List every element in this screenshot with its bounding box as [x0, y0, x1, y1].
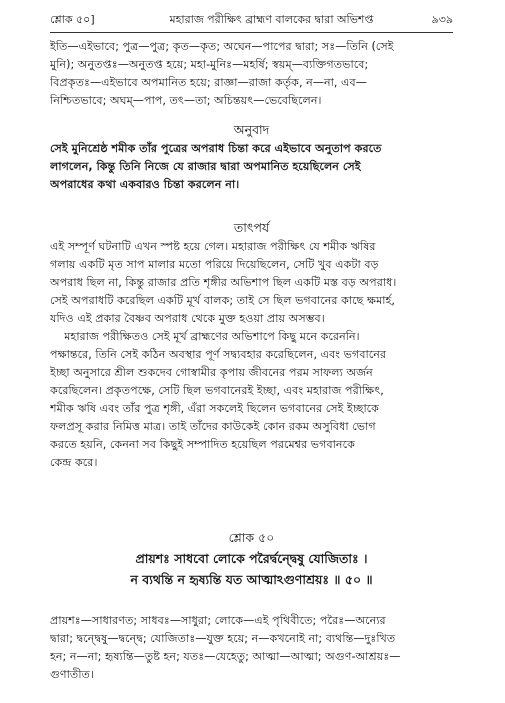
synonym-line: নিশ্চিতভাবে; অঘম্—পাপ, তৎ—তা; অচিন্তয়ৎ—ভেবেছিলেন। — [50, 94, 322, 107]
page-number: ৯৩৯ — [431, 12, 453, 26]
purport-line: পক্ষান্তরে, তিনি সেই কঠিন অবস্থার পূর্ণ সদ্ব্যবহার করেছিলেন, এবং ভগবানের — [50, 348, 387, 361]
header-title: মহারাজ পরীক্ষিৎ ব্রাহ্মণ বালকের দ্বারা অভিশপ্ত — [169, 12, 374, 26]
verse-heading: শ্লোক ৫০ — [228, 530, 275, 545]
header-verse-label: শ্লোক ৫০] — [50, 12, 95, 26]
synonyms-bottom — [50, 612, 453, 684]
verse-section — [50, 528, 453, 590]
translation-section — [50, 120, 453, 194]
purport-line: শমীক ঋষি এবং তাঁর পুত্র শৃঙ্গী, এঁরা সকলেই ছিলেন ভগবানের সেই ইচ্ছাকে — [50, 402, 380, 415]
purport-line: যদিও এই প্রকার বৈষ্ণব অপরাধ থেকে মুক্ত হওয়া প্রায় অসম্ভব। — [50, 312, 325, 325]
purport-line: কেন্দ্র করে। — [50, 456, 98, 469]
header-divider — [50, 32, 453, 33]
synonym-line: ইতি—এইভাবে; পুত্র—পুত্র; কৃত—কৃত; অঘেন—পাপের দ্বারা; সঃ—তিনি (সেই — [50, 40, 394, 53]
translation-line: সেই মুনিশ্রেষ্ঠ শমীক তাঁর পুত্রের অপরাধ চিন্তা করে এইভাবে অনুতাপ করতে — [50, 142, 382, 155]
sanskrit-verse-line: প্রায়শঃ সাধবো লোকে পরৈর্দ্বন্দ্বেষু যোজিতাঃ । — [135, 551, 368, 566]
translation-line: অপরাধের কথা একবারও চিন্তা করলেন না। — [50, 178, 240, 191]
sanskrit-verse-line: ন ব্যথন্তি ন হৃষ্যন্তি যত আত্মাঽগুণাশ্রয়ঃ ॥ ৫০ ॥ — [130, 572, 373, 587]
purport-line: অপরাধ ছিল না, কিন্তু রাজার প্রতি শৃঙ্গীর অভিশাপ ছিল একটি মস্ত বড় অপরাধ। — [50, 276, 397, 289]
purport-line: করতে হয়নি, কেননা সব কিছুই সম্পাদিত হয়েছিল পরমেশ্বর ভগবানকে — [50, 438, 355, 451]
purport-line: ফলপ্রসূ করার নিমিত্ত মাত্র। তাই তাঁদের কাউকেই কোন রকম অসুবিধা ভোগ — [50, 420, 376, 433]
running-header — [50, 10, 453, 30]
translation-line: লাগলেন, কিন্তু তিনি নিজে যে রাজার দ্বারা অপমানিত হয়েছিলেন সেই — [50, 160, 361, 173]
purport-line: সেই অপরাধটি করেছিল একটি মূর্খ বালক; তাই সে ছিল ভগবানের কাছে ক্ষমার্হ, — [50, 294, 395, 307]
purport-heading: তাৎপর্য — [233, 220, 270, 235]
purport-line: ইচ্ছা অনুসারে শ্রীল শুকদেব গোস্বামীর কৃপায় জীবনের পরম সাফল্য অর্জন — [50, 366, 373, 379]
synonym-line: বিপ্রকৃতঃ—এইভাবে অপমানিত হয়ে; রাজ্ঞা—রাজা কর্তৃক, ন—না, এব— — [50, 76, 367, 89]
synonym-line: প্রায়শঃ—সাধারণত; সাধবঃ—সাধুরা; লোকে—এই পৃথিবীতে; পরৈঃ—অন্যের — [50, 614, 386, 627]
purport-line: মহারাজ পরীক্ষিতও সেই মূর্খ ব্রাহ্মণের অভিশাপে কিছু মনে করেননি। — [50, 330, 360, 343]
purport-line: করেছিলেন। প্রকৃতপক্ষে, সেটি ছিল ভগবানেরই ইচ্ছা, এবং মহারাজ পরীক্ষিৎ, — [50, 384, 384, 397]
synonyms-top — [50, 38, 453, 110]
synonym-line: মুনি); অনুতপ্তঃ—অনুতপ্ত হয়ে; মহা-মুনিঃ—মহর্ষি; স্বয়ম্—ব্যক্তিগতভাবে; — [50, 58, 369, 71]
synonym-line: গুণাতীত। — [50, 668, 94, 681]
translation-heading: অনুবাদ — [233, 122, 270, 137]
synonym-line: হন; ন—না; হৃষ্যন্তি—তুষ্ট হন; যতঃ—যেহেতু; আত্মা—আত্মা; অগুণ-আশ্রয়ঃ— — [50, 650, 401, 663]
synonym-line: দ্বারা; দ্বন্দ্বেষু—দ্বন্দ্বে; যোজিতাঃ—যুক্ত হয়ে; ন—কখনোই না; ব্যথন্তি—দুঃখিত — [50, 632, 396, 645]
purport-line: গলায় একটি মৃত সাপ মালার মতো পরিয়ে দিয়েছিলেন, সেটি খুব একটা বড় — [50, 258, 379, 271]
purport-line: এই সম্পূর্ণ ঘটনাটি এখন স্পষ্ট হয়ে গেল। মহারাজ পরীক্ষিৎ যে শমীক ঋষির — [50, 240, 376, 253]
purport-section — [50, 218, 453, 472]
